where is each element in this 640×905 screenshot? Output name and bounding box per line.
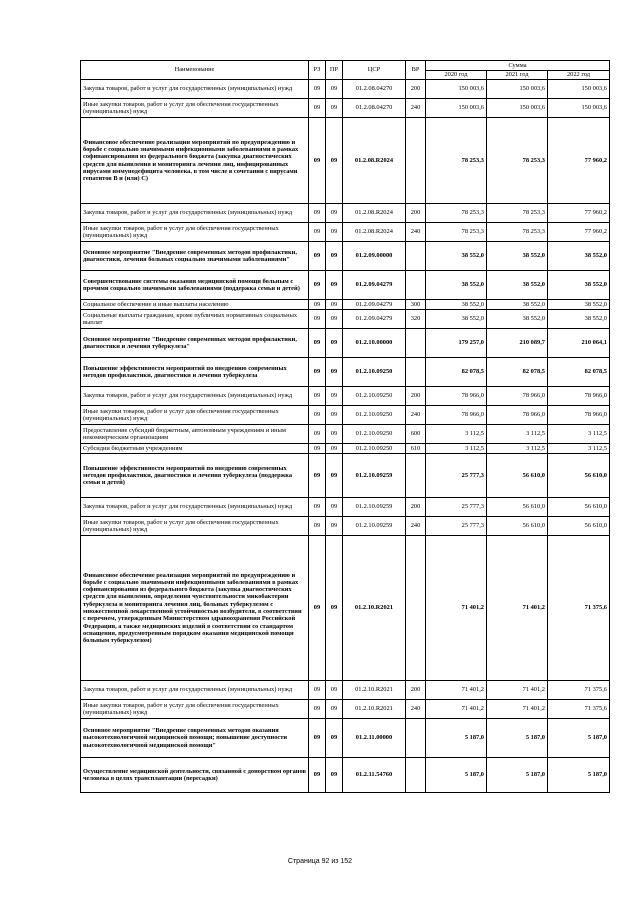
row-vr: 240 <box>406 223 426 242</box>
row-name: Совершенствование системы оказания медицинской помощи больным с прочими социально значимыми заболеваниями (поддержка семьи и детей) <box>81 271 309 300</box>
row-sum-2021: 78 253,3 <box>487 204 548 223</box>
row-sum-2022: 77 960,2 <box>548 118 610 204</box>
row-vr <box>406 329 426 358</box>
row-name: Иные закупки товаров, работ и услуг для обеспечения государственных (муниципальных) нужд <box>81 517 309 536</box>
header-year-2022: 2022 год <box>548 71 610 80</box>
row-sum-2021: 38 552,0 <box>487 271 548 300</box>
row-sum-2020: 150 003,6 <box>426 80 487 99</box>
row-rz: 09 <box>309 387 326 406</box>
row-sum-2020: 38 552,0 <box>426 300 487 310</box>
row-rz: 09 <box>309 99 326 118</box>
row-csr: 01.2.09.04279 <box>343 300 406 310</box>
row-vr: 240 <box>406 406 426 425</box>
row-sum-2022: 78 966,0 <box>548 387 610 406</box>
row-sum-2022: 38 552,0 <box>548 271 610 300</box>
row-sum-2021: 78 253,3 <box>487 223 548 242</box>
row-name: Предоставление субсидий бюджетным, автономным учреждениям и иным некоммерческим организациям <box>81 425 309 444</box>
row-name: Финансовое обеспечение реализации мероприятий по предупреждению и борьбе с социально значимыми инфекционными заболеваниями в рамках софинансирования из федерального бюджета (закупка диагностических средств для выявления, определения чувствительности микобактерии туберкулеза и мониторинга лечения лиц, больных туберкулезом с множественной лекарственной устойчивостью возбудителя, в соответствии с перечнем, утвержденным Министерством здравоохранения Российской Федерации, а также медицинских изделий в соответствии со стандартом оснащения, предусмотренным порядком оказания медицинской помощи больным туберкулезом) <box>81 536 309 681</box>
row-vr <box>406 118 426 204</box>
row-sum-2020: 82 078,5 <box>426 358 487 387</box>
row-csr: 01.2.10.09259 <box>343 517 406 536</box>
row-sum-2020: 150 003,6 <box>426 99 487 118</box>
row-name: Социальное обеспечение и иные выплаты населению <box>81 300 309 310</box>
header-csr: ЦСР <box>343 61 406 80</box>
row-rz: 09 <box>309 271 326 300</box>
row-pr: 09 <box>326 271 343 300</box>
row-vr: 200 <box>406 498 426 517</box>
row-pr: 09 <box>326 536 343 681</box>
row-rz: 09 <box>309 358 326 387</box>
table-row <box>81 271 610 300</box>
row-rz: 09 <box>309 536 326 681</box>
table-row <box>81 387 610 406</box>
row-pr: 09 <box>326 118 343 204</box>
row-pr: 09 <box>326 204 343 223</box>
row-sum-2022: 150 003,6 <box>548 99 610 118</box>
row-sum-2020: 78 253,3 <box>426 223 487 242</box>
row-name: Иные закупки товаров, работ и услуг для обеспечения государственных (муниципальных) нужд <box>81 223 309 242</box>
row-pr: 09 <box>326 425 343 444</box>
row-pr: 09 <box>326 681 343 700</box>
row-vr <box>406 758 426 793</box>
row-csr: 01.2.10.09259 <box>343 454 406 498</box>
row-csr: 01.2.10.09259 <box>343 498 406 517</box>
table-row <box>81 118 610 204</box>
row-pr: 09 <box>326 700 343 719</box>
row-sum-2020: 5 187,0 <box>426 758 487 793</box>
row-rz: 09 <box>309 498 326 517</box>
table-row <box>81 204 610 223</box>
table-row <box>81 310 610 329</box>
row-sum-2021: 150 003,6 <box>487 99 548 118</box>
row-sum-2021: 5 187,0 <box>487 719 548 758</box>
budget-table <box>80 60 610 793</box>
row-csr: 01.2.10.09250 <box>343 425 406 444</box>
table-row <box>81 517 610 536</box>
row-csr: 01.2.11.54760 <box>343 758 406 793</box>
table-row <box>81 329 610 358</box>
row-sum-2020: 38 552,0 <box>426 242 487 271</box>
row-sum-2020: 78 966,0 <box>426 406 487 425</box>
row-pr: 09 <box>326 517 343 536</box>
row-name: Основное мероприятие "Внедрение современных методов профилактики, диагностики и лечения туберкулеза" <box>81 329 309 358</box>
row-vr: 200 <box>406 204 426 223</box>
row-name: Основное мероприятие "Внедрение современных методов оказания высокотехнологичной медицинской помощи; повышение доступности высокотехнологичной медицинской помощи" <box>81 719 309 758</box>
row-name: Закупка товаров, работ и услуг для государственных (муниципальных) нужд <box>81 80 309 99</box>
row-name: Субсидии бюджетным учреждениям <box>81 444 309 454</box>
row-sum-2021: 71 401,2 <box>487 681 548 700</box>
row-sum-2020: 3 112,5 <box>426 425 487 444</box>
row-pr: 09 <box>326 242 343 271</box>
row-sum-2020: 71 401,2 <box>426 681 487 700</box>
row-sum-2022: 78 966,0 <box>548 406 610 425</box>
row-sum-2021: 5 187,0 <box>487 758 548 793</box>
row-sum-2022: 38 552,0 <box>548 300 610 310</box>
row-sum-2021: 71 401,2 <box>487 700 548 719</box>
row-csr: 01.2.10.09250 <box>343 358 406 387</box>
row-sum-2022: 3 112,5 <box>548 425 610 444</box>
row-vr: 200 <box>406 387 426 406</box>
header-rz: РЗ <box>309 61 326 80</box>
row-pr: 09 <box>326 99 343 118</box>
table-row <box>81 223 610 242</box>
row-sum-2021: 56 610,0 <box>487 454 548 498</box>
row-name: Основное мероприятие "Внедрение современных методов профилактики, диагностики, лечения больных социально значимыми заболеваниями" <box>81 242 309 271</box>
header-year-2021: 2021 год <box>487 71 548 80</box>
budget-table-container <box>80 60 609 793</box>
row-sum-2020: 25 777,3 <box>426 454 487 498</box>
row-sum-2021: 150 003,6 <box>487 80 548 99</box>
row-pr: 09 <box>326 387 343 406</box>
row-rz: 09 <box>309 300 326 310</box>
row-rz: 09 <box>309 80 326 99</box>
row-pr: 09 <box>326 498 343 517</box>
row-name: Финансовое обеспечение реализации мероприятий по предупреждению и борьбе с социально значимыми инфекционными заболеваниями в рамках софинансирования из федерального бюджета (закупка диагностических средств для выявления и мониторинга лечения лиц, инфицированных вирусами иммунодефицита человека, в том числе в сочетании с вирусами гепатитов B и (или) C) <box>81 118 309 204</box>
row-pr: 09 <box>326 406 343 425</box>
row-csr: 01.2.08.04270 <box>343 99 406 118</box>
row-rz: 09 <box>309 719 326 758</box>
row-sum-2022: 5 187,0 <box>548 719 610 758</box>
row-pr: 09 <box>326 300 343 310</box>
row-sum-2021: 78 966,0 <box>487 406 548 425</box>
table-row <box>81 454 610 498</box>
row-vr: 200 <box>406 681 426 700</box>
table-row <box>81 242 610 271</box>
row-pr: 09 <box>326 80 343 99</box>
row-sum-2021: 78 966,0 <box>487 387 548 406</box>
row-sum-2020: 3 112,5 <box>426 444 487 454</box>
table-row <box>81 498 610 517</box>
row-sum-2020: 71 401,2 <box>426 700 487 719</box>
row-csr: 01.2.11.00000 <box>343 719 406 758</box>
row-csr: 01.2.10.R2021 <box>343 536 406 681</box>
row-pr: 09 <box>326 719 343 758</box>
table-row <box>81 99 610 118</box>
row-sum-2022: 150 003,6 <box>548 80 610 99</box>
row-rz: 09 <box>309 118 326 204</box>
row-sum-2020: 38 552,0 <box>426 310 487 329</box>
row-sum-2022: 71 375,6 <box>548 536 610 681</box>
row-sum-2021: 56 610,0 <box>487 498 548 517</box>
row-pr: 09 <box>326 329 343 358</box>
table-row <box>81 681 610 700</box>
row-csr: 01.2.10.09250 <box>343 387 406 406</box>
row-pr: 09 <box>326 223 343 242</box>
row-sum-2021: 82 078,5 <box>487 358 548 387</box>
row-sum-2020: 179 257,0 <box>426 329 487 358</box>
row-sum-2022: 56 610,0 <box>548 454 610 498</box>
row-vr: 600 <box>406 425 426 444</box>
page-footer: Страница 92 из 152 <box>287 858 353 865</box>
row-sum-2022: 210 064,1 <box>548 329 610 358</box>
row-vr <box>406 358 426 387</box>
row-rz: 09 <box>309 425 326 444</box>
row-sum-2021: 3 112,5 <box>487 444 548 454</box>
header-name: Наименование <box>81 61 309 80</box>
row-csr: 01.2.10.09250 <box>343 406 406 425</box>
row-vr <box>406 242 426 271</box>
row-name: Осуществление медицинской деятельности, связанной с донорством органов человека в целях трансплантации (пересадки) <box>81 758 309 793</box>
row-vr: 240 <box>406 99 426 118</box>
table-row <box>81 425 610 444</box>
row-sum-2021: 56 610,0 <box>487 517 548 536</box>
row-name: Повышение эффективности мероприятий по внедрению современных методов профилактики, диагностики и лечения туберкулеза (поддержка семьи и детей) <box>81 454 309 498</box>
row-pr: 09 <box>326 758 343 793</box>
row-rz: 09 <box>309 758 326 793</box>
row-rz: 09 <box>309 454 326 498</box>
row-vr <box>406 719 426 758</box>
table-row <box>81 80 610 99</box>
row-sum-2021: 210 089,7 <box>487 329 548 358</box>
table-header <box>81 61 610 80</box>
row-name: Иные закупки товаров, работ и услуг для обеспечения государственных (муниципальных) нужд <box>81 99 309 118</box>
row-csr: 01.2.10.09250 <box>343 444 406 454</box>
table-body <box>81 80 610 793</box>
row-sum-2022: 3 112,5 <box>548 444 610 454</box>
row-csr: 01.2.09.00000 <box>343 242 406 271</box>
row-name: Иные закупки товаров, работ и услуг для обеспечения государственных (муниципальных) нужд <box>81 406 309 425</box>
row-name: Социальные выплаты гражданам, кроме публичных нормативных социальных выплат <box>81 310 309 329</box>
row-sum-2022: 77 960,2 <box>548 223 610 242</box>
table-row <box>81 358 610 387</box>
row-name: Закупка товаров, работ и услуг для государственных (муниципальных) нужд <box>81 498 309 517</box>
row-name: Повышение эффективности мероприятий по внедрению современных методов профилактики, диагностики и лечения туберкулеза <box>81 358 309 387</box>
row-pr: 09 <box>326 310 343 329</box>
row-vr <box>406 271 426 300</box>
row-csr: 01.2.08.R2024 <box>343 223 406 242</box>
row-sum-2022: 82 078,5 <box>548 358 610 387</box>
row-sum-2020: 38 552,0 <box>426 271 487 300</box>
row-sum-2020: 25 777,3 <box>426 498 487 517</box>
row-sum-2022: 56 610,0 <box>548 517 610 536</box>
row-name: Закупка товаров, работ и услуг для государственных (муниципальных) нужд <box>81 681 309 700</box>
row-sum-2020: 78 253,3 <box>426 204 487 223</box>
row-csr: 01.2.09.04279 <box>343 310 406 329</box>
row-sum-2022: 38 552,0 <box>548 242 610 271</box>
row-sum-2021: 3 112,5 <box>487 425 548 444</box>
row-sum-2020: 78 966,0 <box>426 387 487 406</box>
row-vr: 200 <box>406 80 426 99</box>
row-rz: 09 <box>309 223 326 242</box>
row-rz: 09 <box>309 242 326 271</box>
row-vr <box>406 454 426 498</box>
row-pr: 09 <box>326 358 343 387</box>
row-name: Закупка товаров, работ и услуг для государственных (муниципальных) нужд <box>81 387 309 406</box>
row-vr: 320 <box>406 310 426 329</box>
row-sum-2020: 5 187,0 <box>426 719 487 758</box>
row-csr: 01.2.10.R2021 <box>343 681 406 700</box>
table-row <box>81 536 610 681</box>
row-pr: 09 <box>326 444 343 454</box>
row-vr: 300 <box>406 300 426 310</box>
header-year-2020: 2020 год <box>426 71 487 80</box>
table-row <box>81 444 610 454</box>
row-sum-2022: 77 960,2 <box>548 204 610 223</box>
row-name: Закупка товаров, работ и услуг для государственных (муниципальных) нужд <box>81 204 309 223</box>
row-vr <box>406 536 426 681</box>
table-row <box>81 700 610 719</box>
row-name: Иные закупки товаров, работ и услуг для обеспечения государственных (муниципальных) нужд <box>81 700 309 719</box>
row-sum-2022: 56 610,0 <box>548 498 610 517</box>
row-sum-2021: 38 552,0 <box>487 300 548 310</box>
row-rz: 09 <box>309 681 326 700</box>
header-pr: ПР <box>326 61 343 80</box>
row-sum-2021: 38 552,0 <box>487 242 548 271</box>
table-row <box>81 719 610 758</box>
row-sum-2020: 78 253,3 <box>426 118 487 204</box>
row-csr: 01.2.09.04279 <box>343 271 406 300</box>
row-rz: 09 <box>309 204 326 223</box>
row-csr: 01.2.08.R2024 <box>343 118 406 204</box>
row-sum-2020: 25 777,3 <box>426 517 487 536</box>
row-rz: 09 <box>309 517 326 536</box>
row-rz: 09 <box>309 329 326 358</box>
row-csr: 01.2.08.R2024 <box>343 204 406 223</box>
row-pr: 09 <box>326 454 343 498</box>
row-rz: 09 <box>309 444 326 454</box>
row-rz: 09 <box>309 700 326 719</box>
row-sum-2022: 71 375,6 <box>548 681 610 700</box>
row-sum-2021: 38 552,0 <box>487 310 548 329</box>
row-sum-2020: 71 401,2 <box>426 536 487 681</box>
table-row <box>81 758 610 793</box>
row-sum-2022: 38 552,0 <box>548 310 610 329</box>
row-vr: 240 <box>406 517 426 536</box>
row-sum-2021: 78 253,3 <box>487 118 548 204</box>
row-sum-2022: 71 375,6 <box>548 700 610 719</box>
row-csr: 01.2.10.R2021 <box>343 700 406 719</box>
table-row <box>81 300 610 310</box>
row-sum-2022: 5 187,0 <box>548 758 610 793</box>
header-vr: ВР <box>406 61 426 80</box>
header-sum: Сумма <box>426 61 610 71</box>
table-row <box>81 406 610 425</box>
row-csr: 01.2.08.04270 <box>343 80 406 99</box>
row-sum-2021: 71 401,2 <box>487 536 548 681</box>
row-rz: 09 <box>309 310 326 329</box>
row-vr: 610 <box>406 444 426 454</box>
row-rz: 09 <box>309 406 326 425</box>
row-vr: 240 <box>406 700 426 719</box>
row-csr: 01.2.10.00000 <box>343 329 406 358</box>
